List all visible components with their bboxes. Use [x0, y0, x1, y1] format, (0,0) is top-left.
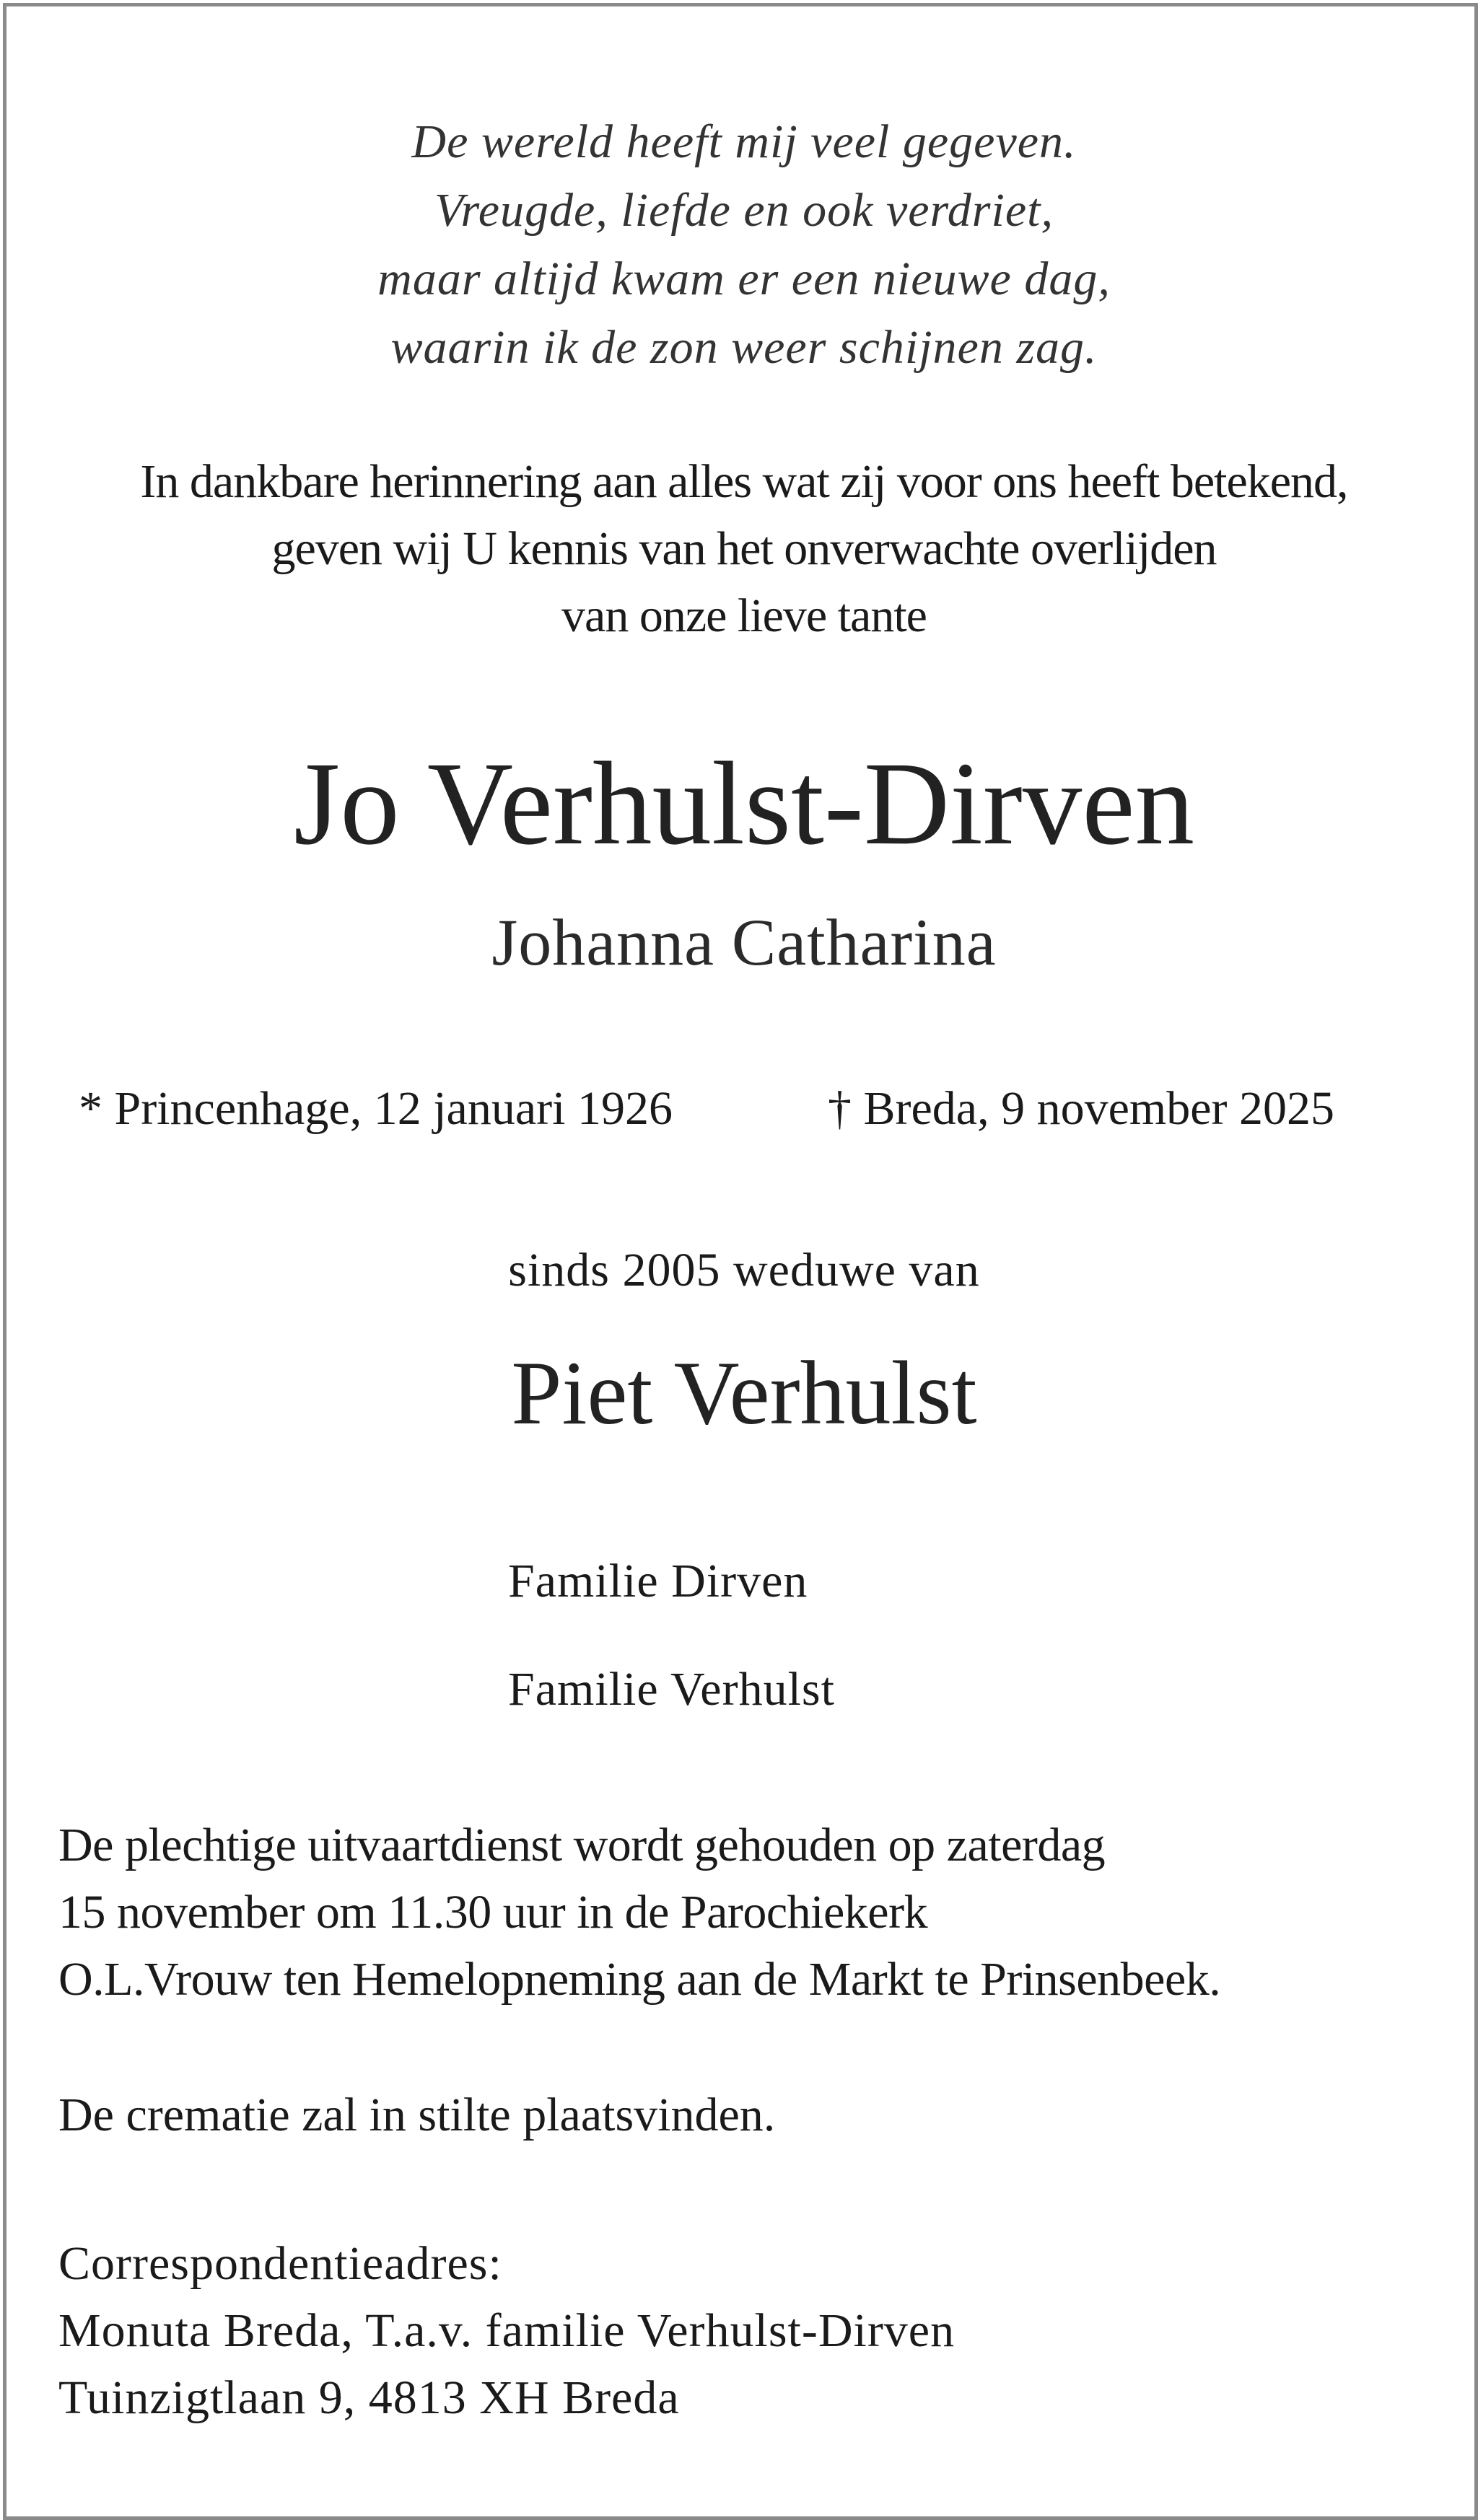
intro-line: geven wij U kennis van het onverwachte overlijden: [271, 522, 1217, 575]
service-line: De plechtige uitvaartdienst wordt gehouden op zaterdag: [58, 1819, 1106, 1871]
intro-line: van onze lieve tante: [561, 589, 927, 642]
family-name: Familie Dirven: [508, 1555, 808, 1607]
service-line: O.L.Vrouw ten Hemelopneming aan de Markt te Prinsenbeek.: [58, 1953, 1221, 2006]
husband-name: Piet Verhulst: [511, 1343, 977, 1444]
poem: [6, 107, 1478, 382]
deceased-given-names: Johanna Catharina: [491, 905, 997, 979]
correspondence-line: Monuta Breda, T.a.v. familie Verhulst-Dirven: [58, 2304, 956, 2357]
widow-of-line: sinds 2005 weduwe van: [508, 1244, 980, 1296]
service-line: 15 november om 11.30 uur in de Parochiekerk: [58, 1886, 928, 1939]
funeral-service-info: [58, 1812, 1220, 2013]
families: [508, 1527, 835, 1744]
birth-date: * Princenhage, 12 januari 1926: [79, 1082, 673, 1135]
cremation-note: De crematie zal in stilte plaatsvinden.: [58, 2089, 776, 2141]
poem-line: De wereld heeft mij veel gegeven.: [411, 115, 1077, 168]
intro-line: In dankbare herinnering aan alles wat zij voor ons heeft betekend,: [140, 455, 1348, 508]
correspondence-address: [58, 2230, 955, 2431]
poem-line: maar altijd kwam er een nieuwe dag,: [377, 253, 1111, 305]
death-date: † Breda, 9 november 2025: [828, 1082, 1334, 1135]
correspondence-line: Tuinzigtlaan 9, 4813 XH Breda: [58, 2371, 680, 2424]
family-name: Familie Verhulst: [508, 1663, 835, 1716]
intro-text: [6, 448, 1478, 649]
deceased-name: Jo Verhulst-Dirven: [293, 737, 1195, 869]
announcement-frame: [3, 3, 1478, 2520]
poem-line: Vreugde, liefde en ook verdriet,: [434, 184, 1054, 237]
poem-line: waarin ik de zon weer schijnen zag.: [390, 321, 1098, 374]
correspondence-label: Correspondentieadres:: [58, 2237, 502, 2290]
